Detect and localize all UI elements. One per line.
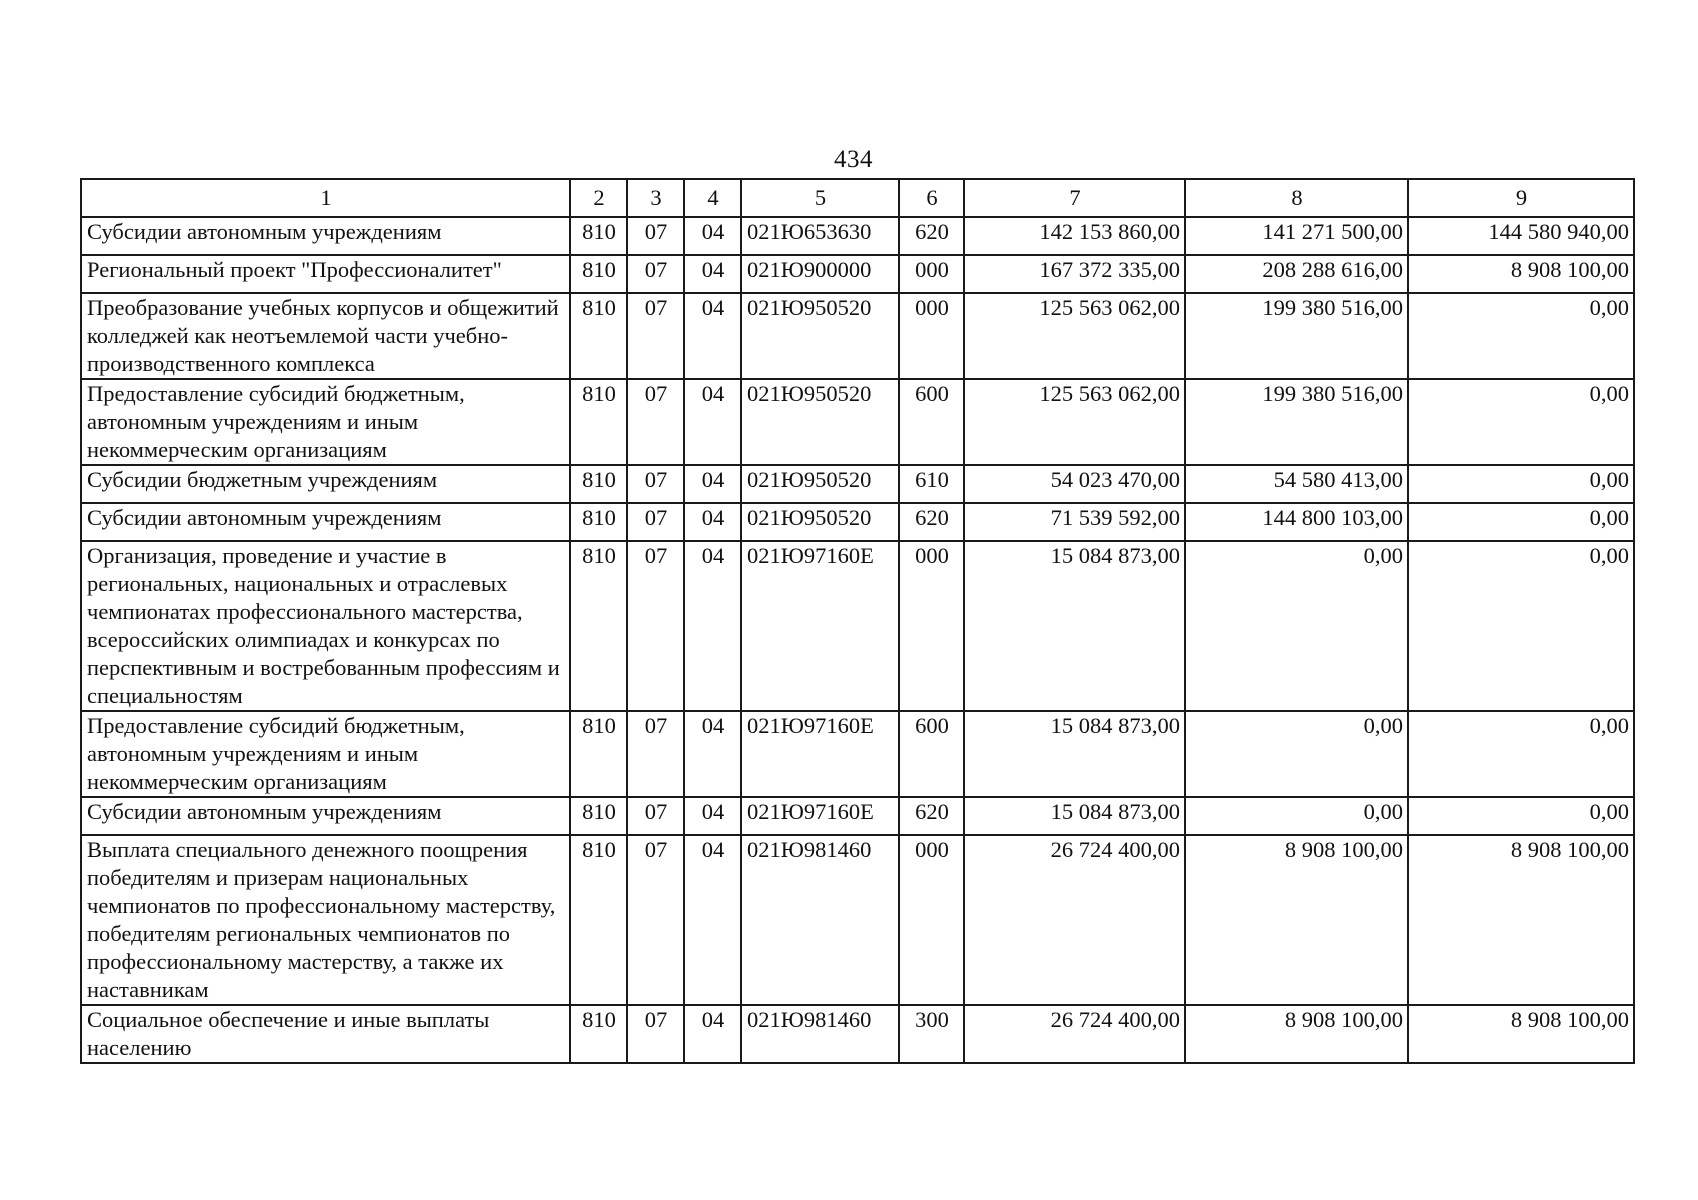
table-row bbox=[81, 217, 1634, 255]
code-grbs: 810 bbox=[570, 379, 627, 465]
code-subsection: 04 bbox=[684, 797, 741, 835]
amount-col7: 125 563 062,00 bbox=[964, 379, 1185, 465]
table-row bbox=[81, 835, 1634, 1005]
row-name: Организация, проведение и участие в региональных, национальных и отраслевых чемпионатах профессионального мастерства, всероссийских олимпиадах и конкурсах по перспективным и востребованным профессиям и специальностям bbox=[81, 541, 570, 711]
column-header: 1 bbox=[81, 179, 570, 217]
code-grbs: 810 bbox=[570, 835, 627, 1005]
code-section: 07 bbox=[627, 1005, 684, 1063]
code-expense-type: 600 bbox=[899, 379, 964, 465]
row-name: Преобразование учебных корпусов и общежитий колледжей как неотъемлемой части учебно-производственного комплекса bbox=[81, 293, 570, 379]
amount-col8: 0,00 bbox=[1185, 541, 1408, 711]
table-row bbox=[81, 797, 1634, 835]
column-header: 5 bbox=[741, 179, 899, 217]
amount-col7: 15 084 873,00 bbox=[964, 797, 1185, 835]
budget-table bbox=[80, 178, 1635, 1064]
amount-col9: 0,00 bbox=[1408, 503, 1634, 541]
amount-col9: 8 908 100,00 bbox=[1408, 1005, 1634, 1063]
amount-col7: 167 372 335,00 bbox=[964, 255, 1185, 293]
code-grbs: 810 bbox=[570, 1005, 627, 1063]
code-section: 07 bbox=[627, 541, 684, 711]
code-grbs: 810 bbox=[570, 711, 627, 797]
code-grbs: 810 bbox=[570, 217, 627, 255]
amount-col9: 0,00 bbox=[1408, 379, 1634, 465]
column-header: 7 bbox=[964, 179, 1185, 217]
code-target-article: 021Ю97160Е bbox=[741, 541, 899, 711]
amount-col9: 0,00 bbox=[1408, 711, 1634, 797]
amount-col7: 26 724 400,00 bbox=[964, 835, 1185, 1005]
code-expense-type: 600 bbox=[899, 711, 964, 797]
amount-col9: 0,00 bbox=[1408, 293, 1634, 379]
amount-col9: 0,00 bbox=[1408, 797, 1634, 835]
code-target-article: 021Ю950520 bbox=[741, 465, 899, 503]
code-grbs: 810 bbox=[570, 797, 627, 835]
code-target-article: 021Ю950520 bbox=[741, 379, 899, 465]
table-row bbox=[81, 1005, 1634, 1063]
code-subsection: 04 bbox=[684, 293, 741, 379]
code-section: 07 bbox=[627, 503, 684, 541]
code-expense-type: 610 bbox=[899, 465, 964, 503]
table-row bbox=[81, 379, 1634, 465]
column-header: 9 bbox=[1408, 179, 1634, 217]
code-target-article: 021Ю97160Е bbox=[741, 797, 899, 835]
column-header: 2 bbox=[570, 179, 627, 217]
code-subsection: 04 bbox=[684, 217, 741, 255]
header-row bbox=[81, 179, 1634, 217]
row-name: Субсидии автономным учреждениям bbox=[81, 503, 570, 541]
code-subsection: 04 bbox=[684, 255, 741, 293]
amount-col7: 142 153 860,00 bbox=[964, 217, 1185, 255]
table-row bbox=[81, 503, 1634, 541]
column-header: 3 bbox=[627, 179, 684, 217]
amount-col7: 71 539 592,00 bbox=[964, 503, 1185, 541]
code-section: 07 bbox=[627, 465, 684, 503]
code-target-article: 021Ю981460 bbox=[741, 1005, 899, 1063]
code-subsection: 04 bbox=[684, 379, 741, 465]
code-grbs: 810 bbox=[570, 255, 627, 293]
code-expense-type: 620 bbox=[899, 797, 964, 835]
amount-col8: 208 288 616,00 bbox=[1185, 255, 1408, 293]
code-section: 07 bbox=[627, 255, 684, 293]
amount-col7: 54 023 470,00 bbox=[964, 465, 1185, 503]
code-expense-type: 000 bbox=[899, 835, 964, 1005]
code-subsection: 04 bbox=[684, 503, 741, 541]
row-name: Региональный проект "Профессионалитет" bbox=[81, 255, 570, 293]
amount-col9: 8 908 100,00 bbox=[1408, 835, 1634, 1005]
code-section: 07 bbox=[627, 217, 684, 255]
table-row bbox=[81, 465, 1634, 503]
row-name: Субсидии автономным учреждениям bbox=[81, 217, 570, 255]
column-header: 6 bbox=[899, 179, 964, 217]
code-target-article: 021Ю653630 bbox=[741, 217, 899, 255]
code-grbs: 810 bbox=[570, 503, 627, 541]
code-grbs: 810 bbox=[570, 465, 627, 503]
code-grbs: 810 bbox=[570, 293, 627, 379]
code-target-article: 021Ю981460 bbox=[741, 835, 899, 1005]
amount-col8: 0,00 bbox=[1185, 711, 1408, 797]
row-name: Предоставление субсидий бюджетным, автономным учреждениям и иным некоммерческим организациям bbox=[81, 379, 570, 465]
amount-col7: 26 724 400,00 bbox=[964, 1005, 1185, 1063]
column-header: 8 bbox=[1185, 179, 1408, 217]
code-section: 07 bbox=[627, 797, 684, 835]
row-name: Предоставление субсидий бюджетным, автономным учреждениям и иным некоммерческим организациям bbox=[81, 711, 570, 797]
code-grbs: 810 bbox=[570, 541, 627, 711]
code-target-article: 021Ю950520 bbox=[741, 503, 899, 541]
code-section: 07 bbox=[627, 293, 684, 379]
code-expense-type: 300 bbox=[899, 1005, 964, 1063]
code-expense-type: 000 bbox=[899, 293, 964, 379]
amount-col9: 0,00 bbox=[1408, 541, 1634, 711]
code-subsection: 04 bbox=[684, 541, 741, 711]
code-expense-type: 620 bbox=[899, 503, 964, 541]
code-section: 07 bbox=[627, 711, 684, 797]
code-subsection: 04 bbox=[684, 711, 741, 797]
column-header: 4 bbox=[684, 179, 741, 217]
amount-col9: 144 580 940,00 bbox=[1408, 217, 1634, 255]
row-name: Субсидии автономным учреждениям bbox=[81, 797, 570, 835]
amount-col8: 141 271 500,00 bbox=[1185, 217, 1408, 255]
row-name: Субсидии бюджетным учреждениям bbox=[81, 465, 570, 503]
amount-col8: 0,00 bbox=[1185, 797, 1408, 835]
table-row bbox=[81, 293, 1634, 379]
row-name: Социальное обеспечение и иные выплаты населению bbox=[81, 1005, 570, 1063]
code-expense-type: 000 bbox=[899, 541, 964, 711]
code-target-article: 021Ю97160Е bbox=[741, 711, 899, 797]
code-subsection: 04 bbox=[684, 1005, 741, 1063]
amount-col8: 199 380 516,00 bbox=[1185, 379, 1408, 465]
page-number: 434 bbox=[834, 146, 873, 173]
code-target-article: 021Ю900000 bbox=[741, 255, 899, 293]
table-row bbox=[81, 255, 1634, 293]
amount-col9: 8 908 100,00 bbox=[1408, 255, 1634, 293]
code-section: 07 bbox=[627, 379, 684, 465]
table-row bbox=[81, 541, 1634, 711]
amount-col8: 199 380 516,00 bbox=[1185, 293, 1408, 379]
amount-col7: 15 084 873,00 bbox=[964, 711, 1185, 797]
amount-col9: 0,00 bbox=[1408, 465, 1634, 503]
code-target-article: 021Ю950520 bbox=[741, 293, 899, 379]
code-expense-type: 000 bbox=[899, 255, 964, 293]
code-section: 07 bbox=[627, 835, 684, 1005]
row-name: Выплата специального денежного поощрения победителям и призерам национальных чемпионатов по профессиональному мастерству, победителям региональных чемпионатов по профессиональному мастерству, а также их наставникам bbox=[81, 835, 570, 1005]
code-subsection: 04 bbox=[684, 835, 741, 1005]
code-expense-type: 620 bbox=[899, 217, 964, 255]
amount-col8: 54 580 413,00 bbox=[1185, 465, 1408, 503]
amount-col8: 144 800 103,00 bbox=[1185, 503, 1408, 541]
amount-col7: 15 084 873,00 bbox=[964, 541, 1185, 711]
table-row bbox=[81, 711, 1634, 797]
amount-col8: 8 908 100,00 bbox=[1185, 1005, 1408, 1063]
amount-col8: 8 908 100,00 bbox=[1185, 835, 1408, 1005]
code-subsection: 04 bbox=[684, 465, 741, 503]
amount-col7: 125 563 062,00 bbox=[964, 293, 1185, 379]
